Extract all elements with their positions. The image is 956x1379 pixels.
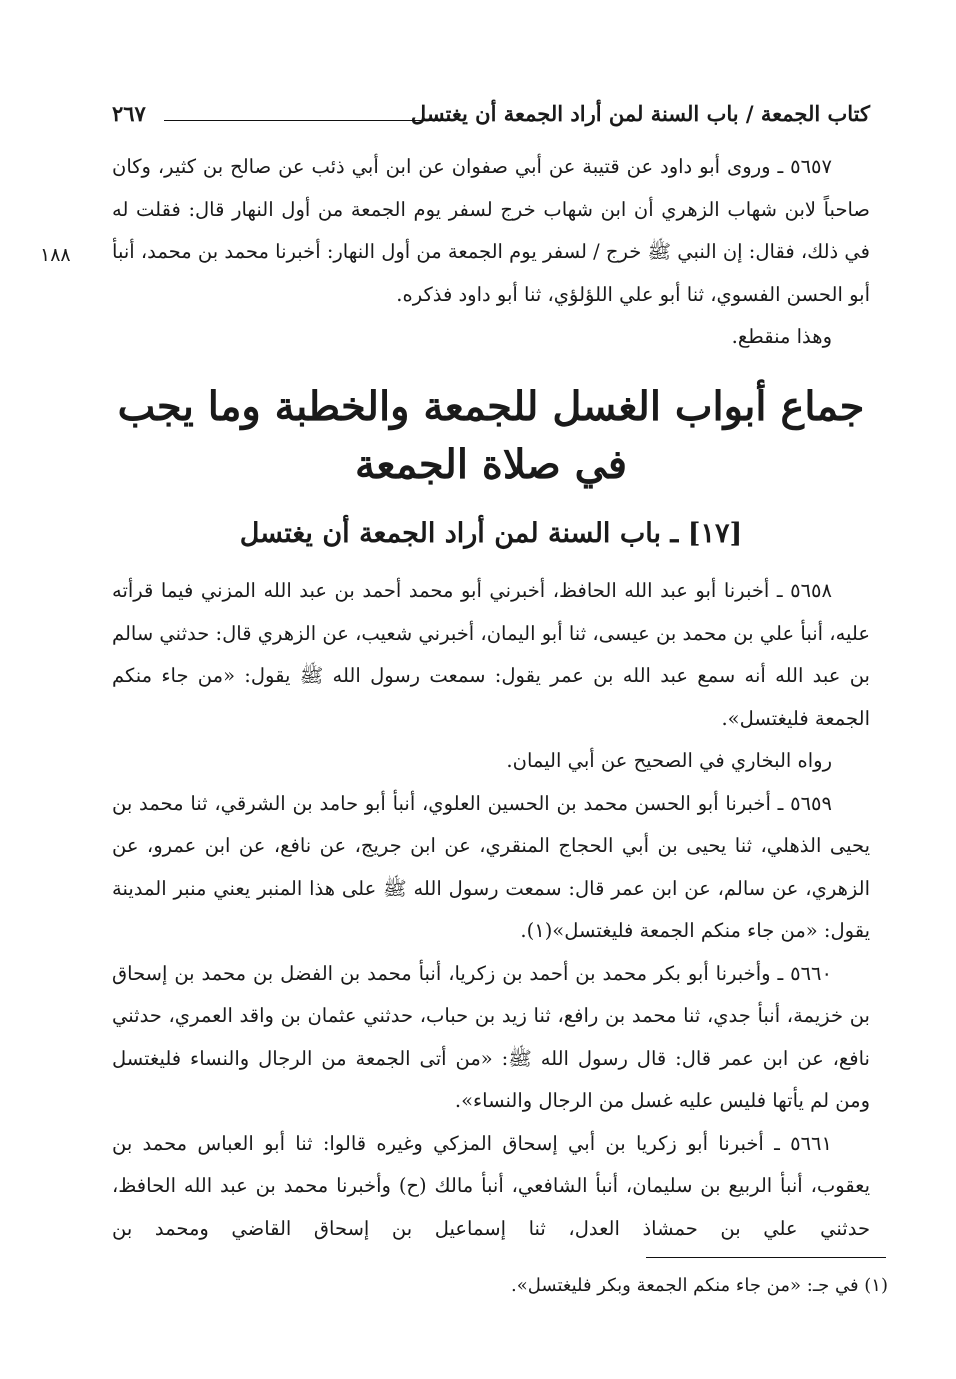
section-heading: [١٧] ـ باب السنة لمن أراد الجمعة أن يغتسل [239, 518, 743, 549]
running-header [112, 96, 870, 132]
footnote-rule [646, 1257, 886, 1258]
top-text-block [112, 146, 870, 359]
main-heading: جماع أبواب الغسل للجمعة والخطبة وما يجب في صلاة الجمعة [117, 383, 865, 488]
header-title: كتاب الجمعة / باب السنة لمن أراد الجمعة أن يغتسل [410, 101, 870, 126]
hadith-5661: ٥٦٦١ ـ أخبرنا أبو زكريا بن أبي إسحاق المزكي وغيره قالوا: ثنا أبو العباس محمد بن يعقوب، أنبأ الربيع بن سليمان، أنبأ الشافعي، أنبأ مالك (ح) وأخبرنا محمد بن عبد الله الحافظ، حدثني علي بن حمشاذ العدل، ثنا إسماعيل بن إسحاق القاضي ومحمد بن [112, 1131, 870, 1240]
hadith-5658: ٥٦٥٨ ـ أخبرنا أبو عبد الله الحافظ، أخبرني أبو محمد أحمد بن عبد الله المزني فيما قرأته عليه، أنبأ علي بن محمد بن عيسى، ثنا أبو اليمان، أخبرني شعيب، عن الزهري قال: حدثني سالم بن عبد الله أنه سمع عبد الله بن عمر يقول: سمعت رسول الله ﷺ يقول: «من جاء منكم الجمعة فليغتسل». [112, 579, 870, 730]
margin-page-number: ١٨٨ [40, 244, 71, 266]
page-number: ٢٦٧ [112, 101, 146, 126]
header-rule [164, 120, 450, 121]
body-text-block [112, 570, 870, 1250]
hadith-5659: ٥٦٥٩ ـ أخبرنا أبو الحسن محمد بن الحسين العلوي، أنبأ أبو حامد بن الشرقي، ثنا محمد بن يحيى الذهلي، ثنا يحيى بن أبي الحجاج المنقري، عن ابن جريج، عن نافع، عن ابن عمرو، عن الزهري، عن سالم، عن ابن عمر قال: سمعت رسول الله ﷺ على هذا المنبر يعني منبر المدينة يقول: «من جاء منكم الجمعة فليغتسل»(١). [112, 791, 870, 942]
footnote: (١) في جـ: «من جاء منكم الجمعة وبكر فليغتسل». [511, 1275, 888, 1296]
hadith-5657: ٥٦٥٧ ـ وروى أبو داود عن قتيبة عن أبي صفوان عن ابن أبي ذئب عن صالح بن كثير، وكان صاحباً لابن شهاب الزهري أن ابن شهاب خرج لسفر يوم الجمعة من أول النهار قال: فقلت له في ذلك، فقال: إن النبي ﷺ خرج / لسفر يوم الجمعة من أول النهار: أخبرنا محمد بن محمد، أنبأ أبو الحسن الفسوي، ثنا أبو علي اللؤلؤي، ثنا أبو داود فذكره. [112, 155, 870, 306]
note-bukhari: رواه البخاري في الصحيح عن أبي اليمان. [506, 749, 832, 772]
hadith-5660: ٥٦٦٠ ـ وأخبرنا أبو بكر محمد بن أحمد بن زكريا، أنبأ محمد بن الفضل بن محمد بن إسحاق بن خزيمة، أنبأ جدي، ثنا محمد بن رافع، ثنا زيد بن حباب، حدثني عثمان بن واقد العمري، حدثني نافع، عن ابن عمر قال: قال رسول الله ﷺ: «من أتى الجمعة من الرجال والنساء فليغتسل ومن لم يأتها فليس عليه غسل من الرجال والنساء». [112, 961, 870, 1112]
note-munqati: وهذا منقطع. [731, 325, 832, 348]
